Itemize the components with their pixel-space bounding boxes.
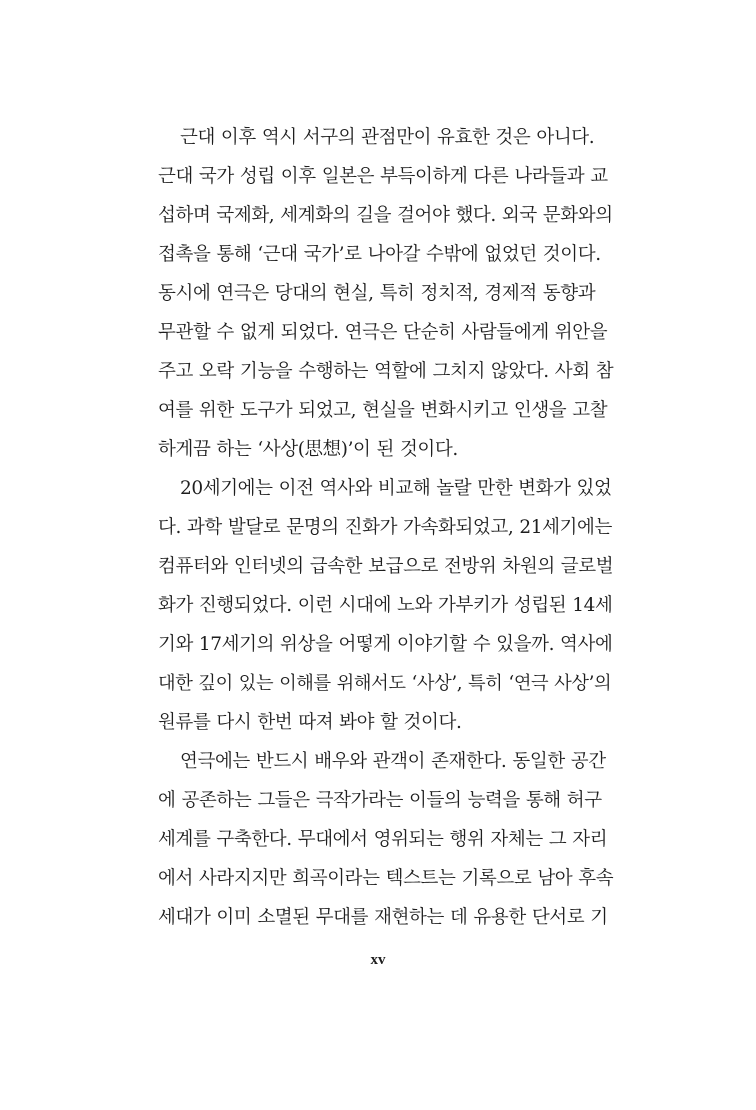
- text-line: 화가 진행되었다. 이런 시대에 노와 가부키가 성립된 14세: [158, 595, 613, 616]
- paragraph-1: [158, 118, 614, 469]
- text-line: 여를 위한 도구가 되었고, 현실을 변화시키고 인생을 고찰: [158, 400, 608, 421]
- text-line: 근대 국가 성립 이후 일본은 부득이하게 다른 나라들과 교: [158, 166, 608, 187]
- text-line: 세대가 이미 소멸된 무대를 재현하는 데 유용한 단서로 기: [158, 907, 608, 928]
- text-line: 원류를 다시 한번 따져 봐야 할 것이다.: [158, 712, 462, 733]
- text-line: 동시에 연극은 당대의 현실, 특히 정치적, 경제적 동향과: [158, 283, 596, 304]
- text-line: 근대 이후 역시 서구의 관점만이 유효한 것은 아니다.: [180, 127, 595, 148]
- text-line: 컴퓨터와 인터넷의 급속한 보급으로 전방위 차원의 글로벌: [158, 556, 614, 577]
- text-line: 세계를 구축한다. 무대에서 영위되는 행위 자체는 그 자리: [158, 829, 608, 850]
- text-line: 연극에는 반드시 배우와 관객이 존재한다. 동일한 공간: [180, 751, 606, 772]
- text-line: 다. 과학 발달로 문명의 진화가 가속화되었고, 21세기에는: [158, 517, 612, 538]
- text-line: 섭하며 국제화, 세계화의 길을 걸어야 했다. 외국 문화와의: [158, 205, 613, 226]
- text-line: 20세기에는 이전 역사와 비교해 놀랄 만한 변화가 있었: [180, 478, 612, 499]
- text-line: 대한 깊이 있는 이해를 위해서도 ‘사상’, 특히 ‘연극 사상’의: [158, 673, 612, 694]
- paragraph-3: [158, 742, 614, 937]
- text-line: 주고 오락 기능을 수행하는 역할에 그치지 않았다. 사회 참: [158, 361, 614, 382]
- text-line: 하게끔 하는 ‘사상(思想)’이 된 것이다.: [158, 439, 458, 460]
- paragraph-2: [158, 469, 614, 742]
- text-line: 무관할 수 없게 되었다. 연극은 단순히 사람들에게 위안을: [158, 322, 608, 343]
- body-text: [158, 118, 614, 937]
- text-line: 접촉을 통해 ‘근대 국가’로 나아갈 수밖에 없었던 것이다.: [158, 244, 601, 265]
- text-line: 기와 17세기의 위상을 어떻게 이야기할 수 있을까. 역사에: [158, 634, 613, 655]
- text-line: 에서 사라지지만 희곡이라는 텍스트는 기록으로 남아 후속: [158, 868, 614, 889]
- text-line: 에 공존하는 그들은 극작가라는 이들의 능력을 통해 허구: [158, 790, 602, 811]
- page-number: xv: [370, 952, 386, 968]
